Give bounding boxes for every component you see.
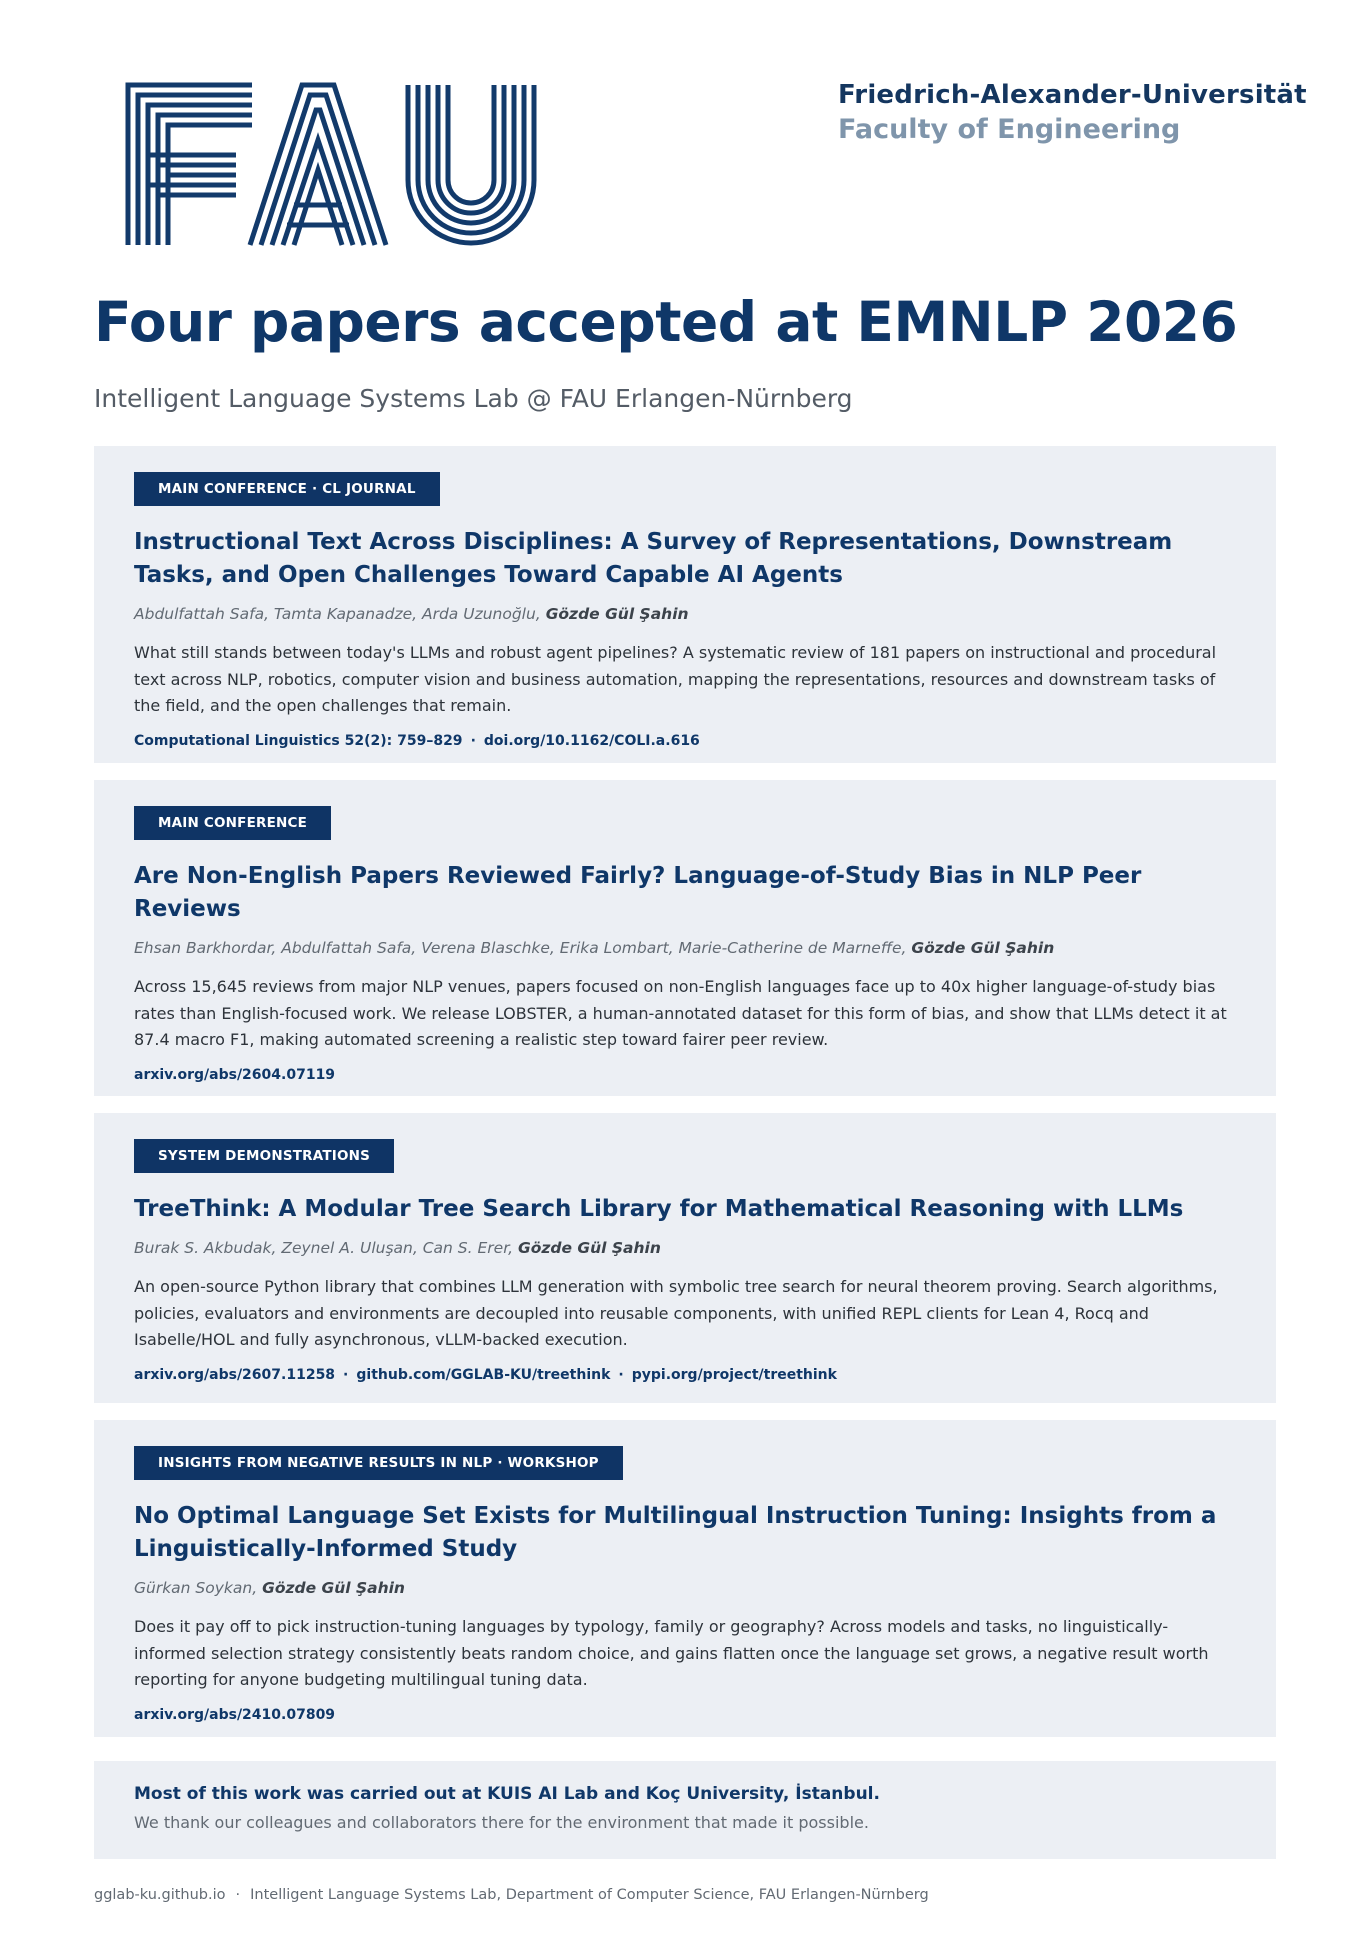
paper-authors [134, 938, 1236, 958]
footer-separator: · [235, 1887, 241, 1903]
paper-links [134, 1706, 1236, 1724]
paper-authors-list: Abdulfattah Safa, Tamta Kapanadze, Arda Uzunoğlu, [134, 605, 541, 623]
paper-venue-link[interactable]: Computational Linguistics 52(2): 759–829 [134, 732, 463, 749]
paper-authors [134, 1578, 1236, 1598]
paper-card [94, 1113, 1276, 1403]
paper-tag: MAIN CONFERENCE · CL JOURNAL [134, 472, 440, 506]
paper-authors-list: Burak S. Akbudak, Zeynel A. Uluşan, Can S. Erer, [134, 1239, 514, 1257]
paper-github-link[interactable]: github.com/GGLAB-KU/treethink [356, 1366, 611, 1383]
page-subtitle: Intelligent Language Systems Lab @ FAU Erlangen-Nürnberg [94, 384, 853, 413]
paper-card [94, 780, 1276, 1096]
footer [94, 1887, 929, 1903]
paper-pypi-link[interactable]: pypi.org/project/treethink [631, 1366, 837, 1383]
paper-abstract: What still stands between today's LLMs and robust agent pipelines? A systematic review of 181 papers on instructional and procedural text across NLP, robotics, computer vision and business automation, mapping the representations, resources and downstream tasks of the field, and the open challenges that remain. [134, 643, 1217, 715]
paper-tag: SYSTEM DEMONSTRATIONS [134, 1139, 394, 1173]
page-title: Four papers accepted at EMNLP 2026 [94, 290, 1238, 354]
paper-title: Are Non-English Papers Reviewed Fairly? Language-of-Study Bias in NLP Peer Reviews [134, 863, 1142, 922]
paper-abstract: Does it pay off to pick instruction-tuning languages by typology, family or geography? Across models and tasks, no linguistically-informed selection strategy consistently beats random choice, and gains flatten once the language set grows, a negative result worth reporting for anyone budgeting multilingual tuning data. [134, 1617, 1209, 1689]
link-separator: · [470, 732, 476, 749]
fau-logo [124, 82, 560, 247]
link-separator: · [343, 1366, 349, 1383]
paper-title: No Optimal Language Set Exists for Multilingual Instruction Tuning: Insights from a Linguistically-Informed Study [134, 1503, 1217, 1562]
paper-title: TreeThink: A Modular Tree Search Library for Mathematical Reasoning with LLMs [134, 1196, 1184, 1222]
acknowledgement-title: Most of this work was carried out at KUIS AI Lab and Koç University, İstanbul. [134, 1784, 880, 1804]
footer-affiliation: Intelligent Language Systems Lab, Department of Computer Science, FAU Erlangen-Nürnberg [250, 1887, 929, 1903]
paper-author-highlight: Gözde Gül Şahin [518, 1239, 661, 1257]
logo-letter-u [408, 85, 534, 243]
paper-tag: INSIGHTS FROM NEGATIVE RESULTS IN NLP · WORKSHOP [134, 1446, 623, 1480]
paper-authors-list: Gürkan Soykan, [134, 1579, 258, 1597]
link-separator: · [618, 1366, 624, 1383]
paper-authors [134, 1238, 1236, 1258]
paper-author-highlight: Gözde Gül Şahin [911, 939, 1055, 957]
acknowledgement-box [94, 1761, 1276, 1859]
paper-arxiv-link[interactable]: arxiv.org/abs/2607.11258 [134, 1366, 336, 1383]
paper-arxiv-link[interactable]: arxiv.org/abs/2410.07809 [134, 1706, 336, 1723]
faculty-title: Faculty of Engineering [838, 114, 1181, 145]
paper-authors [134, 604, 1236, 624]
logo-letter-a [250, 85, 386, 245]
logo-letter-f [128, 85, 252, 245]
university-name [838, 80, 1307, 145]
paper-title: Instructional Text Across Disciplines: A Survey of Representations, Downstream Tasks, and Open Challenges Toward Capable AI Agents [134, 529, 1173, 588]
paper-author-highlight: Gözde Gül Şahin [545, 605, 689, 623]
paper-links [134, 732, 1236, 750]
paper-abstract: An open-source Python library that combines LLM generation with symbolic tree search for neural theorem proving. Search algorithms, policies, evaluators and environments are decoupled into reusable components, with unified REPL clients for Lean 4, Rocq and Isabelle/HOL and fully asynchronous, vLLM-backed execution. [134, 1277, 1218, 1349]
acknowledgement-text: We thank our colleagues and collaborators there for the environment that made it possible. [134, 1813, 869, 1832]
paper-doi-link[interactable]: doi.org/10.1162/COLI.a.616 [483, 732, 700, 749]
paper-arxiv-link[interactable]: arxiv.org/abs/2604.07119 [134, 1066, 336, 1083]
footer-site-link[interactable]: gglab-ku.github.io [94, 1887, 226, 1903]
paper-abstract: Across 15,645 reviews from major NLP venues, papers focused on non-English languages face up to 40x higher language-of-study bias rates than English-focused work. We release LOBSTER, a human-annotated dataset for this form of bias, and show that LLMs detect it at 87.4 macro F1, making automated screening a realistic step toward fairer peer review. [134, 977, 1227, 1049]
university-title: Friedrich-Alexander-Universität [838, 80, 1307, 110]
paper-links [134, 1366, 1236, 1384]
paper-card [94, 446, 1276, 763]
paper-tag: MAIN CONFERENCE [134, 806, 331, 840]
paper-card [94, 1420, 1276, 1737]
paper-authors-list: Ehsan Barkhordar, Abdulfattah Safa, Verena Blaschke, Erika Lombart, Marie-Catherine de Marneffe, [134, 939, 907, 957]
paper-author-highlight: Gözde Gül Şahin [262, 1579, 405, 1597]
paper-links [134, 1066, 1236, 1084]
